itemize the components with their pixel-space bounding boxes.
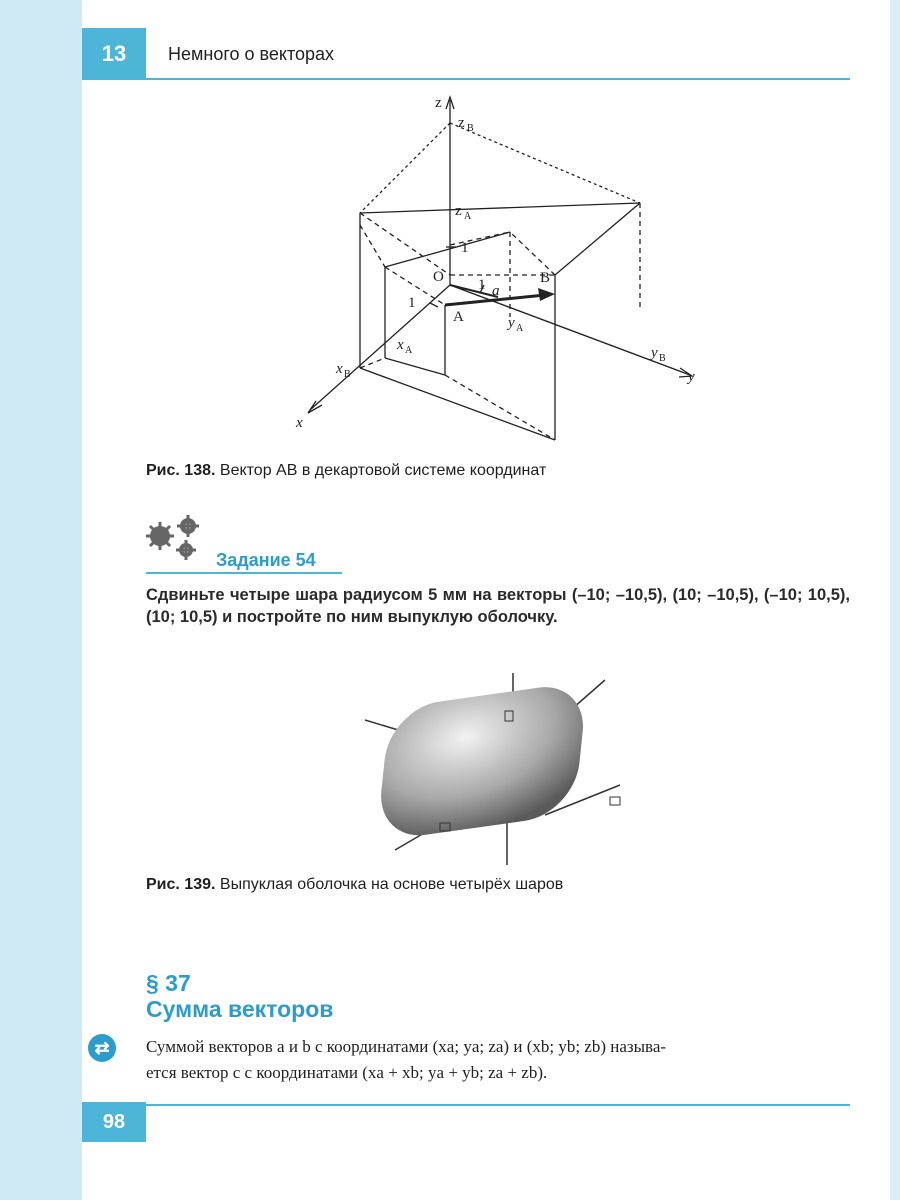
figure-138-coordinate-diagram [270, 85, 720, 445]
figure-138-text: Вектор AB в декартовой системе координат [219, 462, 547, 479]
task-text: Сдвиньте четыре шара радиусом 5 мм на векторы (–10; –10,5), (10; –10,5), (–10; 10,5), (10; 10,5) и постройте по ним выпуклую оболочку. [146, 586, 850, 626]
figure-139-caption [146, 876, 563, 894]
figure-138-caption [146, 462, 546, 480]
svg-text:B: B [467, 123, 474, 134]
svg-text:B: B [540, 270, 551, 286]
task-divider [146, 572, 342, 574]
figure-139-text: Выпуклая оболочка на основе четырёх шаров [219, 876, 564, 893]
svg-text:a: a [492, 283, 500, 299]
figure-138-label: Рис. 138. [146, 462, 216, 479]
svg-text:z: z [455, 203, 462, 219]
definition-line-1: Суммой векторов a и b с координатами (xa; ya; za) и (xb; yb; zb) называ- [146, 1037, 667, 1056]
svg-text:y: y [651, 345, 658, 361]
svg-text:A: A [516, 323, 524, 334]
definition-icon: ⇄ [88, 1034, 116, 1062]
svg-text:B: B [344, 369, 351, 380]
svg-text:1: 1 [461, 240, 469, 256]
section-number: § 37 [146, 970, 191, 996]
gears-icon [144, 514, 208, 564]
section-title: Сумма векторов [146, 996, 334, 1022]
svg-text:1: 1 [408, 295, 416, 311]
svg-text:A: A [453, 309, 464, 325]
definition-line-2: ется вектор c с координатами (xa + xb; ya + yb; za + zb). [146, 1063, 548, 1082]
svg-text:x: x [336, 361, 343, 377]
svg-text:y: y [688, 369, 695, 385]
svg-text:1: 1 [478, 277, 486, 293]
page-number: 98 [82, 1102, 146, 1142]
svg-text:B: B [659, 353, 666, 364]
task-title: Задание 54 [216, 550, 316, 570]
svg-text:A: A [464, 211, 472, 222]
svg-text:z: z [435, 95, 442, 111]
header-divider [146, 78, 850, 80]
svg-text:z: z [458, 115, 465, 131]
figure-139-label: Рис. 139. [146, 876, 216, 893]
chapter-number-badge: 13 [82, 28, 146, 80]
svg-text:x: x [397, 337, 404, 353]
svg-text:y: y [508, 315, 515, 331]
svg-text:A: A [405, 345, 413, 356]
definition-text [146, 1034, 850, 1086]
svg-text:O: O [433, 269, 444, 285]
figure-139-convex-hull-render [355, 665, 655, 870]
chapter-title: Немного о векторах [168, 44, 335, 64]
y-axis [450, 285, 690, 375]
svg-text:x: x [296, 415, 303, 431]
left-margin-band [0, 0, 82, 1200]
right-margin-band [890, 0, 900, 1200]
x-axis [310, 285, 450, 410]
footer-divider [146, 1104, 850, 1106]
